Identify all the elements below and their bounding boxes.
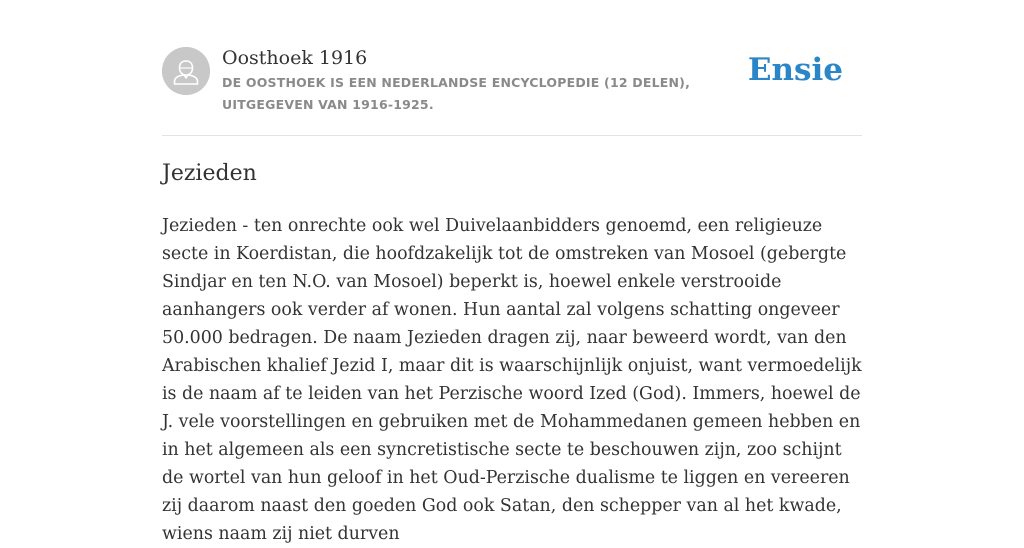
source-description: DE OOSTHOEK IS EEN NEDERLANDSE ENCYCLOPEDIE (12 DELEN), UITGEGEVEN VAN 1916-1925.	[222, 75, 691, 112]
avatar[interactable]	[162, 47, 210, 95]
article-title: Jezieden	[162, 161, 257, 186]
header-divider	[162, 135, 862, 136]
article-body: Jezieden - ten onrechte ook wel Duivelaanbidders genoemd, een religieuze secte in Koerdistan, die hoofdzakelijk tot de omstreken van Mosoel (gebergte Sindjar en ten N.O. van Mosoel) beperkt is, hoewel enkele verstrooide aanhangers ook verder af wonen. Hun aantal zal volgens schatting ongeveer 50.000 bedragen. De naam Jezieden dragen zij, naar beweerd wordt, van den Arabischen khalief Jezid I, maar dit is waarschijnlijk onjuist, want vermoedelijk is de naam af te leiden van het Perzische woord Ized (God). Immers, hoewel de J. vele voorstellingen en gebruiken met de Mohammedanen gemeen hebben en in het algemeen als een syncretistische secte te beschouwen zijn, zoo schijnt de wortel van hun geloof in het Oud-Perzische dualisme te liggen en vereeren zij daarom naast den goeden God ook Satan, den schepper van al het kwade, wiens naam zij niet durven	[162, 216, 862, 544]
source-header	[162, 46, 862, 136]
user-icon	[162, 47, 210, 95]
source-title[interactable]: Oosthoek 1916	[222, 47, 368, 69]
ensie-logo-link[interactable]: Ensie	[747, 52, 843, 88]
